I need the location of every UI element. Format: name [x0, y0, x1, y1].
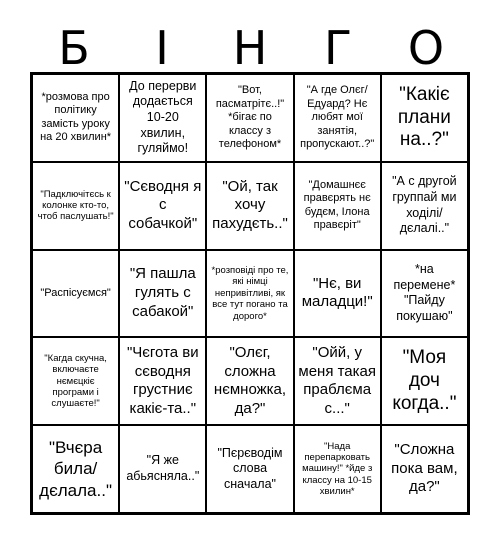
cell-text: "Падключітєсь к колонке кто-то, чтоб паслушать!" [37, 188, 114, 223]
bingo-cell[interactable] [32, 74, 119, 162]
cell-text: "Чєгота ви сєводня грустниє какіє-та.." [126, 343, 199, 418]
bingo-cell[interactable] [206, 337, 293, 425]
cell-text: "Пєрєводім слова сначала" [217, 445, 283, 491]
bingo-cell[interactable] [381, 74, 468, 162]
bingo-cell[interactable] [32, 250, 119, 338]
bingo-cell[interactable] [381, 337, 468, 425]
cell-text: *розповіді про те, які німці непривітливі, як все тут погано та дорого* [211, 265, 289, 322]
bingo-cell[interactable] [294, 74, 381, 162]
bingo-cell[interactable] [381, 250, 468, 338]
cell-text: До перерви додається 10-20 хвилин, гуляймо! [129, 78, 197, 156]
bingo-cell[interactable] [206, 250, 293, 338]
cell-text: "Вот, пасматрітє..!" *бігає по классу з телефоном* [215, 84, 285, 150]
bingo-board [30, 72, 470, 515]
bingo-cell[interactable] [294, 162, 381, 250]
bingo-cell[interactable] [206, 74, 293, 162]
bingo-cell[interactable] [32, 162, 119, 250]
cell-text: "Кагда скучна, включаєте нємєцкіє програми і слушаєте!" [44, 352, 107, 410]
title-letter: Н [232, 21, 268, 75]
title-letter: Г [323, 21, 353, 75]
bingo-cell[interactable] [119, 74, 206, 162]
cell-text: "Ой, так хочу пахудєть.." [212, 177, 288, 233]
cell-text: "Ойй, у меня такая праблєма с..." [298, 343, 377, 418]
bingo-cell[interactable] [381, 425, 468, 513]
bingo-cell[interactable] [119, 425, 206, 513]
cell-text: "Нє, ви маладци!" [301, 274, 373, 311]
bingo-title [30, 20, 470, 76]
cell-text: "Я пашла гулять с сабакой" [129, 265, 196, 320]
cell-text: "Сложна пока вам, да?" [391, 440, 458, 496]
cell-text: "Олєг, сложна нємножка, да?" [213, 343, 287, 418]
bingo-cell[interactable] [32, 425, 119, 513]
cell-text: "Какіє плани на..?" [397, 83, 451, 151]
cell-text: "Распісуємся" [40, 286, 111, 299]
cell-text: "Сєводня я с собачкой" [124, 177, 202, 233]
cell-text: "Вчєра била/ дєлала.." [39, 438, 112, 500]
cell-text: "Я же абьясняла.." [126, 453, 200, 484]
bingo-cell[interactable] [206, 425, 293, 513]
title-letter: І [155, 21, 169, 75]
bingo-cell[interactable] [294, 337, 381, 425]
cell-text: "А где Олєг/ Едуард? Нє любят мої занятія, пропускают..?" [300, 84, 375, 150]
cell-text: "А с другой группай ми ходілі/ дєлалі.." [392, 174, 457, 236]
cell-text: "Домашнєє правєрять нє будєм, Ілона правєріт" [303, 178, 371, 232]
bingo-cell[interactable] [294, 250, 381, 338]
title-letter: Б [58, 21, 90, 75]
cell-text: "Моя доч когда.." [392, 347, 457, 414]
bingo-cell[interactable] [32, 337, 119, 425]
bingo-cell[interactable] [119, 162, 206, 250]
cell-text: *розмова про політику замість уроку на 20 хвилин* [40, 91, 112, 144]
cell-text: "Нада перепарковать машину!" *йде з классу на 10-15 хвилин* [302, 440, 373, 498]
bingo-cell[interactable] [206, 162, 293, 250]
bingo-cell[interactable] [294, 425, 381, 513]
cell-text: *на перемене* "Пайду покушаю" [393, 262, 456, 324]
bingo-cell[interactable] [381, 162, 468, 250]
bingo-cell[interactable] [119, 337, 206, 425]
bingo-cell[interactable] [119, 250, 206, 338]
title-letter: О [407, 21, 445, 75]
